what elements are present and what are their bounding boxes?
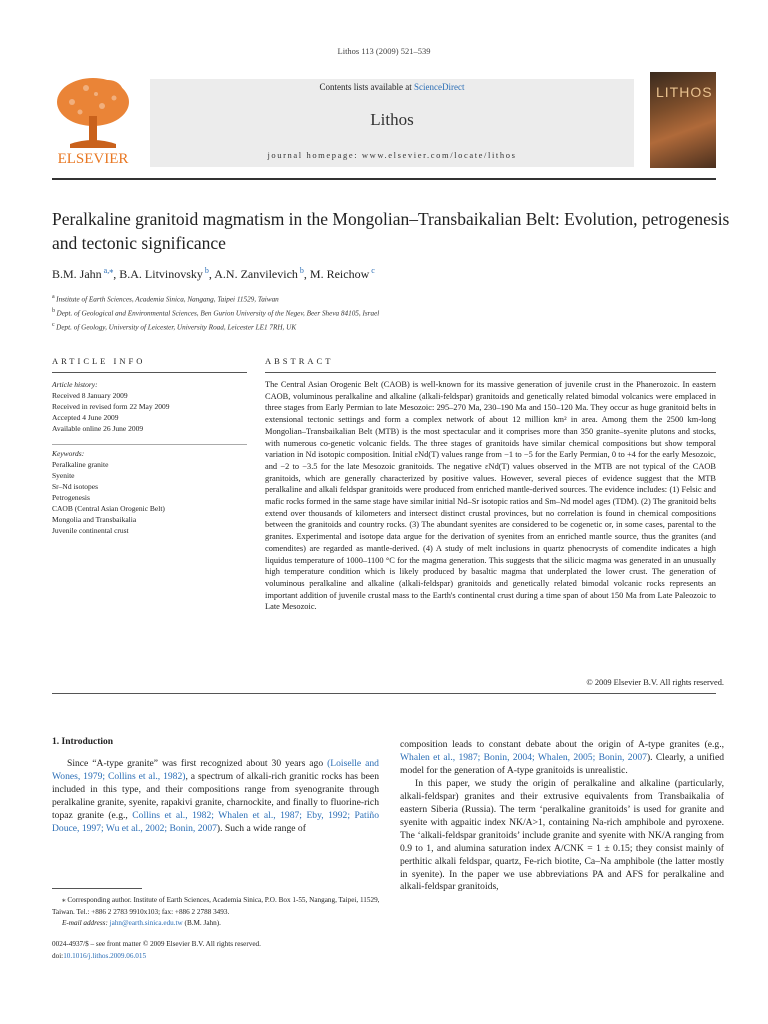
issn-line: 0024-4937/$ – see front matter © 2009 Elsevier B.V. All rights reserved. <box>52 940 261 948</box>
keyword-item: Mongolia and Transbaikalia <box>52 515 137 524</box>
history-item: Received in revised form 22 May 2009 <box>52 402 170 411</box>
author-name[interactable]: B.M. Jahn <box>52 267 102 281</box>
keywords-label: Keywords: <box>52 449 85 458</box>
keywords <box>52 448 247 536</box>
paragraph-text: composition leads to constant debate about the origin of A-type granites (e.g., <box>400 739 724 750</box>
article-info-heading: ARTICLE INFO <box>52 356 146 366</box>
author-affiliation-marker[interactable]: a,⁎ <box>101 266 114 275</box>
front-matter <box>52 939 382 962</box>
contents-prefix: Contents lists available at <box>319 82 414 92</box>
author-affiliation-marker[interactable]: c <box>369 266 375 275</box>
affiliation <box>52 306 732 320</box>
citation-link[interactable]: (Loiselle and Wones, 1979; Collins et al., 1982) <box>52 758 379 782</box>
affiliation-list <box>52 292 732 334</box>
intro-right-column <box>400 739 724 894</box>
affiliation-marker: b <box>52 307 57 314</box>
footnote-text: ⁎ Corresponding author. Institute of Earth Sciences, Academia Sinica, P.O. Box 1-55, Nangang, Taipei, 11529, Taiwan. Tel.: +886 2 2783 9910x103; fax: +886 2 2788 3493. <box>52 896 380 916</box>
email-suffix: (B.M. Jahn). <box>182 919 221 927</box>
author-name[interactable]: M. Reichow <box>309 267 370 281</box>
keyword-item: Sr–Nd isotopes <box>52 482 99 491</box>
abstract-end-rule <box>52 693 716 694</box>
sciencedirect-link[interactable]: ScienceDirect <box>414 82 465 92</box>
keywords-rule <box>52 444 247 445</box>
author-list <box>52 266 732 282</box>
keyword-item: Syenite <box>52 471 75 480</box>
author-name[interactable]: A.N. Zanvilevich <box>214 267 298 281</box>
affiliation-text: Institute of Earth Sciences, Academia Sinica, Nangang, Taipei 11529, Taiwan <box>56 295 279 304</box>
author-name[interactable]: B.A. Litvinovsky <box>119 267 203 281</box>
affiliation-text: Dept. of Geological and Environmental Sciences, Ben Gurion University of the Negev, Beer Sheva 84105, Israel <box>56 309 380 318</box>
history-item: Received 8 January 2009 <box>52 391 128 400</box>
publisher-wordmark: ELSEVIER <box>57 151 129 167</box>
history-item: Accepted 4 June 2009 <box>52 413 119 422</box>
history-label: Article history: <box>52 380 98 389</box>
footnote-email-line <box>52 918 382 930</box>
intro-left-column <box>52 758 379 836</box>
copyright-notice: © 2009 Elsevier B.V. All rights reserved. <box>586 678 724 687</box>
paragraph-text: , a spectrum of alkali-rich granitic rocks has been included in this type, and their compositions range from syenogranite through peralkaline granite, syenite, rapakivi granite, charnockite, and finally to fluorine-rich topaz granite (e.g., <box>52 770 379 821</box>
keyword-item: Juvenile continental crust <box>52 526 129 535</box>
intro-paragraph-1-continued <box>400 739 724 778</box>
abstract-heading: ABSTRACT <box>265 356 334 366</box>
paragraph-text: ). Such a wide range of <box>216 822 306 834</box>
affiliation <box>52 292 732 306</box>
author-separator: , <box>208 267 215 281</box>
paragraph-text: Since “A-type granite” was first recognized about 30 years ago <box>67 758 328 769</box>
doi-label: doi: <box>52 951 64 960</box>
author-email-link[interactable]: jahn@earth.sinica.edu.tw <box>109 919 183 927</box>
intro-paragraph-2: In this paper, we study the origin of peralkaline and alkaline (particularly, alkali-feldspar) granites and their extrusive equivalents from Transbaikalia of eastern Siberia (Russia). The term ‘peralkaline granitoids’ is used for granite and syenite with agpaitic index NK/A>1, containing Na-rich amphibole and pyroxene. The ‘alkali-feldspar granitoids’ include granite and syenite with NK/A ranging from 0.9 to 1, and alumina saturation index A/CNK = 1 ± 0.15; they consist mainly of perthitic alkali feldspar, quartz, Fe-rich biotite, Ca–Na amphibole (the latter mostly in syenite). In the paper we use abbreviations PA and AFS for peralkaline and alkali-feldspar granitoids, <box>400 777 724 893</box>
history-item: Available online 26 June 2009 <box>52 424 144 433</box>
doi-line <box>52 951 382 963</box>
footnote-rule <box>52 888 142 889</box>
intro-paragraph-1 <box>52 758 379 836</box>
doi-link[interactable]: 10.1016/j.lithos.2009.06.015 <box>63 951 147 960</box>
journal-homepage-link[interactable]: journal homepage: www.elsevier.com/locate/lithos <box>267 150 517 160</box>
author-separator: , <box>113 267 120 281</box>
article-history <box>52 379 247 434</box>
abstract-rule <box>265 372 716 373</box>
affiliation-text: Dept. of Geology, University of Leicester, University Road, Leicester LE1 7RH, UK <box>56 323 297 332</box>
author-affiliation-marker[interactable]: b <box>297 266 304 275</box>
running-head: Lithos 113 (2009) 521–539 <box>337 46 431 56</box>
journal-name: Lithos <box>370 110 414 129</box>
citation-link[interactable]: Collins et al., 1982; Whalen et al., 1987; Eby, 1992; Patiño Douce, 1997; Wu et al., 2002; Bonin, 2007 <box>52 809 379 834</box>
keyword-items <box>52 459 247 536</box>
keyword-item: CAOB (Central Asian Orogenic Belt) <box>52 504 165 513</box>
affiliation-marker: c <box>52 321 57 328</box>
history-items <box>52 390 247 434</box>
contents-line <box>150 82 634 92</box>
keyword-item: Peralkaline granite <box>52 460 109 469</box>
abstract-text: The Central Asian Orogenic Belt (CAOB) is well-known for its massive generation of juvenile crust in the Phanerozoic. In eastern CAOB, voluminous peralkaline and alkaline (alkali-feldspar) granitoids and genetically related bimodal volcanics were emplaced in three stages from Early Permian to late Mesozoic: 295–270 Ma, 230–190 Ma and 150–120 Ma. They occur as huge granitoid belts in extensional tectonic settings and form a complex network of about 12 million km² in area. Among them the 2500 km-long Mongolian–Transbaikalian Belt (MTB) is the most spectacular and it comprises more than 350 granite–syenite plutons and stocks, with numerous co-genetic volcanic fields. The three stages of granitoids have similar chemical compositions but show temporal variation in Nd isotopic composition. Initial εNd(T) values range from −1 to −5 for the Early Permian, 0 to +4 for the early Mesozoic, and −2 to −3.5 for the late Mesozoic granitoids. The negative εNd(T) values observed in the MTB are not typical of the CAOB granitoids, which are generally characterized by positive values. However, several pieces of evidence suggest that the MTB peralkaline and alkali feldspar granitoids were produced from enriched mantle-derived sources. The evidence includes: (1) Felsic and mafic rocks formed in the same stage have similar initial Nd–Sr isotopic ratios and Sm–Nd model ages (TDM). (2) The granitoid belts extend over thousands of kilometers and intersect distinct crustal provinces, but no correlation is found in chemical compositions between the granitoids and country rocks. (3) The abundant syenites are considered to be cogenetic or, in some cases, parental to the granites. Experimental and isotope data argue for the derivation of syenites from an enriched mantle source, thus the granites (and comendites) are regarded as mantle-derived. (4) A study of melt inclusions in quartz phenocrysts of comendite indicates a high liquidus temperature of 1000–1100 °C for the magma generation. This suggests that the silicic magma was generated in an unusually high temperature condition which is likely produced by basaltic magma that underplated the lower crust. The generation of voluminous peralkaline and alkaline (alkali-feldspar) granitoids and genetically related bimodal volcanic rocks represents an important addition of juvenile crustal mass to the Earth's continental crust during a time span of about 150 Ma from Late Paleozoic to Late Mesozoic. <box>265 380 716 612</box>
email-label: E-mail address: <box>62 919 110 927</box>
section-heading-introduction: 1. Introduction <box>52 737 114 747</box>
author-separator: , <box>303 267 310 281</box>
keyword-item: Petrogenesis <box>52 493 90 502</box>
article-title: Peralkaline granitoid magmatism in the Mongolian–Transbaikalian Belt: Evolution, petrogenesis and tectonic significance <box>52 209 730 253</box>
article-info-rule <box>52 372 247 373</box>
paragraph-text: ). Clearly, a unified model for the generation of A-type granitoids is unrealistic. <box>400 751 724 776</box>
author-affiliation-marker[interactable]: b <box>202 266 209 275</box>
affiliation <box>52 320 732 334</box>
cover-title: LITHOS <box>656 84 713 100</box>
header-rule <box>52 178 716 180</box>
citation-link[interactable]: Whalen et al., 1987; Bonin, 2004; Whalen, 2005; Bonin, 2007 <box>400 751 647 763</box>
corresponding-author-footnote <box>52 895 382 930</box>
affiliation-marker: a <box>52 294 57 300</box>
